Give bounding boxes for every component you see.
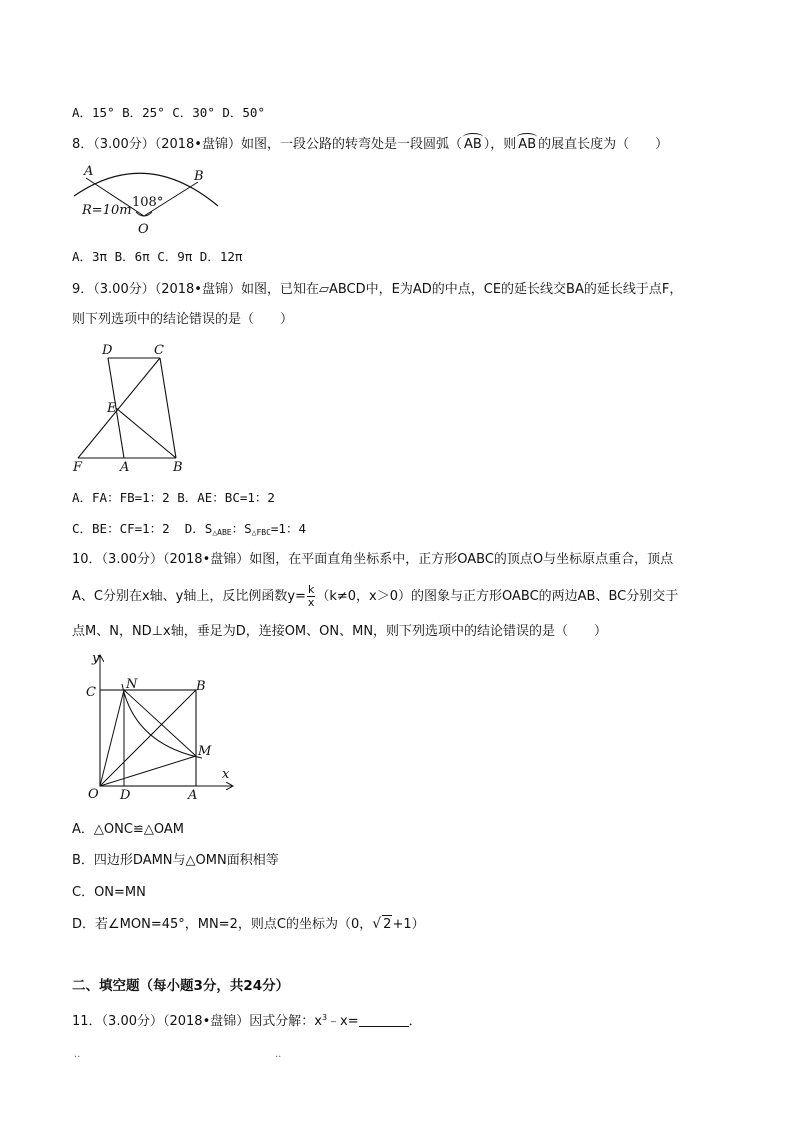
label-a: A	[84, 164, 94, 179]
label-o: O	[88, 787, 99, 802]
section-title: 二、填空题（每小题3分，共24分）	[72, 978, 290, 994]
q10-stem-line1: 10．（3.00分）（2018•盘锦）如图，在平面直角坐标系中，正方形OABC的顶点O与坐标原点重合，顶点	[72, 552, 674, 567]
line-eb	[116, 408, 176, 458]
q9-option-d-prefix: D．S	[184, 521, 213, 536]
q10-line2-suffix: （k≠0，x＞0）的图象与正方形OABC的两边AB、BC分别交于	[316, 589, 679, 604]
label-c: C	[154, 343, 164, 358]
q10-line2-prefix: A、C分别在x轴、y轴上，反比例函数y=	[72, 589, 306, 604]
q8-options: A．3π B．6π C．9π D．12π	[72, 249, 243, 264]
side-cb	[160, 358, 176, 458]
q11-prefix: 11．（3.00分）（2018•盘锦）因式分解：x	[72, 1014, 322, 1029]
fraction-numerator: k	[307, 583, 315, 596]
q9-stem-line1: 9．（3.00分）（2018•盘锦）如图，已知在▱ABCD中，E为AD的中点，CE的延长线交BA的延长线于点F，	[72, 282, 683, 297]
q8-arc-ab-2: AB	[518, 137, 537, 152]
sqrt-icon: √	[372, 916, 382, 932]
label-d: D	[120, 788, 131, 803]
q9-stem-line2: 则下列选项中的结论错误的是（ ）	[72, 312, 294, 327]
answer-blank[interactable]	[359, 1014, 409, 1027]
q9-figure	[70, 340, 190, 476]
q8-figure	[70, 158, 230, 238]
q10-option-d-suffix: +1）	[392, 917, 425, 932]
q8-suffix: 的展直长度为（ ）	[538, 137, 669, 152]
label-f: F	[73, 460, 83, 475]
q9-option-d-mid: ：S	[231, 521, 252, 536]
label-a: A	[188, 788, 198, 803]
fraction-denominator: x	[307, 596, 315, 609]
footer-dots-left: ..	[74, 1049, 81, 1060]
q10-stem-line3: 点M、N，ND⊥x轴，垂足为D，连接OM、ON、MN，则下列选项中的结论错误的是（ ）	[72, 624, 608, 639]
q10-option-b: B．四边形DAMN与△OMN面积相等	[72, 853, 279, 868]
q9-options-ab: A．FA：FB=1：2 B．AE：BC=1：2	[72, 490, 275, 505]
label-angle: 108°	[132, 195, 164, 210]
q9-options-cd	[72, 520, 306, 542]
q9-option-d-sub2: △FBC	[251, 528, 271, 537]
label-radius: R=10m	[82, 203, 132, 218]
label-m: M	[198, 744, 212, 759]
q11-stem	[72, 1009, 422, 1031]
segment-on	[100, 690, 124, 786]
q10-option-d	[72, 915, 425, 934]
label-b: B	[194, 169, 204, 184]
label-y: y	[92, 651, 100, 666]
q7-options: A．15° B．25° C．30° D．50°	[72, 105, 265, 120]
line-cf	[78, 358, 160, 458]
label-b: B	[196, 679, 206, 694]
q9-option-d-suffix: =1：4	[270, 521, 306, 536]
q8-middle: ），则	[483, 137, 517, 152]
label-b: B	[173, 460, 183, 475]
q11-sup: 3	[321, 1013, 328, 1022]
q10-option-c: C．ON=MN	[72, 885, 146, 900]
label-e: E	[107, 401, 117, 416]
footer-dots-right: ..	[275, 1049, 282, 1060]
label-d: D	[102, 343, 113, 358]
q10-stem-line2	[72, 584, 678, 609]
label-c: C	[86, 685, 96, 700]
q10-figure	[72, 648, 242, 806]
hyperbola	[122, 684, 202, 758]
q10-option-a: A．△ONC≌△OAM	[72, 822, 184, 837]
diagonal-ob	[100, 690, 196, 786]
q10-fraction	[307, 584, 315, 609]
q8-prefix: 8．（3.00分）（2018•盘锦）如图，一段公路的转弯处是一段圆弧（	[72, 137, 462, 152]
label-a: A	[120, 460, 130, 475]
label-o: O	[138, 222, 149, 237]
q9-option-c: C．BE：CF=1：2	[72, 521, 170, 536]
q8-arc-ab-1: AB	[463, 137, 482, 152]
segment-mn	[124, 690, 196, 756]
q11-suffix: ﹣x=	[327, 1014, 359, 1029]
label-x: x	[222, 767, 230, 782]
q11-end: ．	[408, 1014, 422, 1029]
q10-option-d-prefix: D．若∠MON=45°，MN=2，则点C的坐标为（0，	[72, 917, 373, 932]
label-n: N	[126, 677, 138, 692]
q8-stem	[72, 136, 668, 154]
q10-option-d-sqrt: 2	[383, 917, 392, 932]
q9-option-d-sub1: △ABE	[212, 528, 232, 537]
